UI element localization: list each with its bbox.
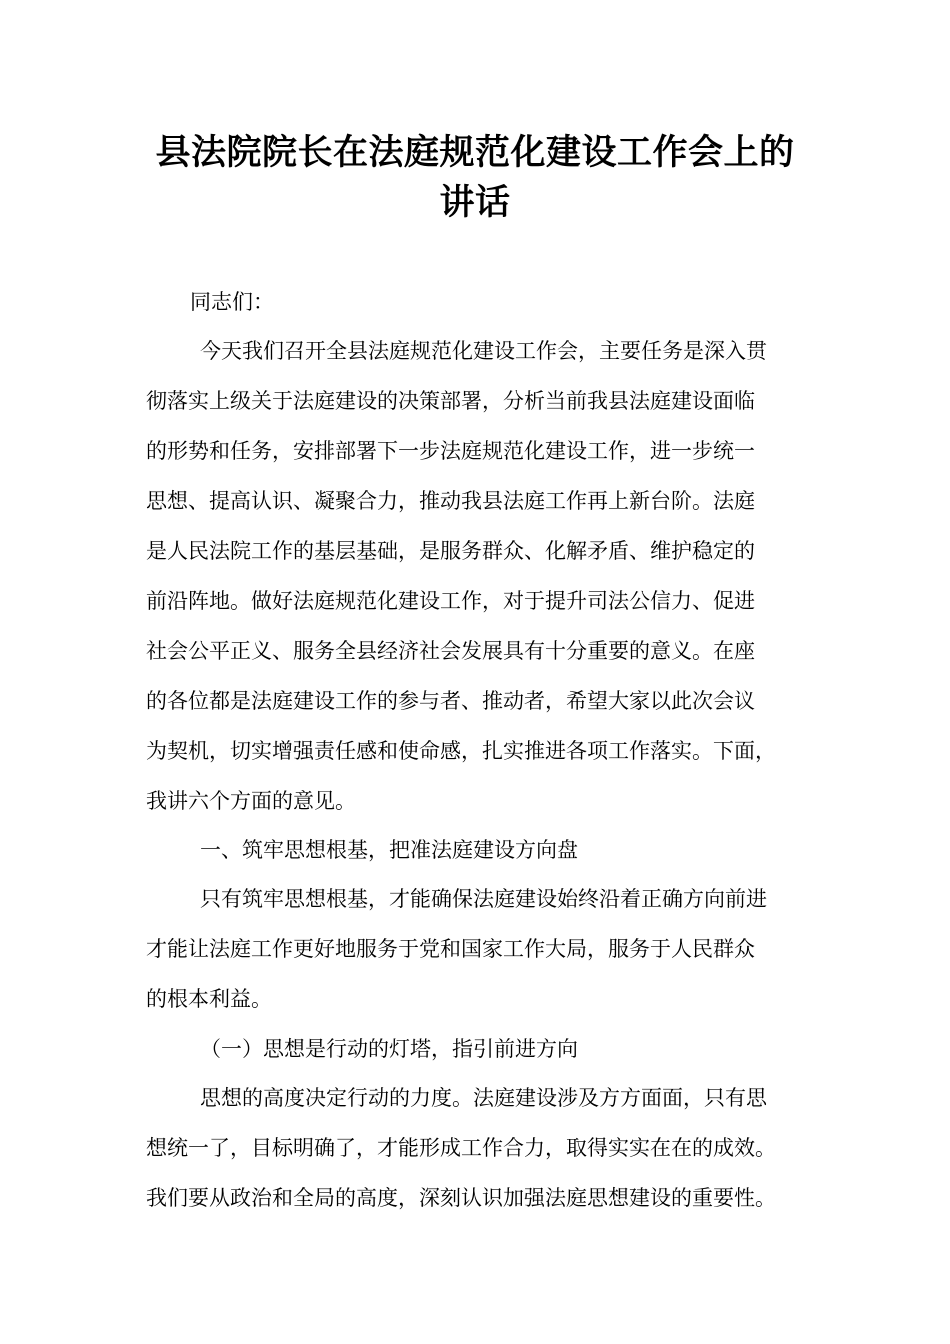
paragraph-line: 的形势和任务，安排部署下一步法庭规范化建设工作，进一步统一 bbox=[146, 439, 755, 463]
paragraph-line: 才能让法庭工作更好地服务于党和国家工作大局，服务于人民群众 bbox=[146, 937, 755, 961]
paragraph-line: 彻落实上级关于法庭建设的决策部署，分析当前我县法庭建设面临 bbox=[146, 389, 755, 413]
paragraph-line: 的根本利益。 bbox=[146, 987, 272, 1011]
salutation: 同志们： bbox=[190, 290, 274, 314]
document-title-line-1: 县法院院长在法庭规范化建设工作会上的 bbox=[155, 133, 795, 173]
paragraph-line: 我讲六个方面的意见。 bbox=[146, 789, 356, 813]
paragraph-line: 社会公平正义、服务全县经济社会发展具有十分重要的意义。在座 bbox=[146, 639, 755, 663]
paragraph-line: 想统一了，目标明确了，才能形成工作合力，取得实实在在的成效。 bbox=[146, 1136, 776, 1160]
paragraph-line: 思想、提高认识、凝聚合力，推动我县法庭工作再上新台阶。法庭 bbox=[146, 489, 755, 513]
paragraph-line: 的各位都是法庭建设工作的参与者、推动者，希望大家以此次会议 bbox=[146, 689, 755, 713]
paragraph-line: 只有筑牢思想根基，才能确保法庭建设始终沿着正确方向前进 bbox=[200, 887, 767, 911]
paragraph-line: 为契机，切实增强责任感和使命感，扎实推进各项工作落实。下面， bbox=[146, 739, 776, 763]
subsection-heading: （一）思想是行动的灯塔，指引前进方向 bbox=[200, 1037, 578, 1061]
paragraph-line: 今天我们召开全县法庭规范化建设工作会，主要任务是深入贯 bbox=[200, 339, 767, 363]
paragraph-line: 我们要从政治和全局的高度，深刻认识加强法庭思想建设的重要性。 bbox=[146, 1186, 776, 1210]
document-title-line-2: 讲话 bbox=[439, 183, 511, 223]
paragraph-line: 是人民法院工作的基层基础，是服务群众、化解矛盾、维护稳定的 bbox=[146, 539, 755, 563]
paragraph-line: 思想的高度决定行动的力度。法庭建设涉及方方面面，只有思 bbox=[200, 1086, 767, 1110]
section-heading: 一、筑牢思想根基，把准法庭建设方向盘 bbox=[200, 838, 578, 862]
paragraph-line: 前沿阵地。做好法庭规范化建设工作，对于提升司法公信力、促进 bbox=[146, 589, 755, 613]
